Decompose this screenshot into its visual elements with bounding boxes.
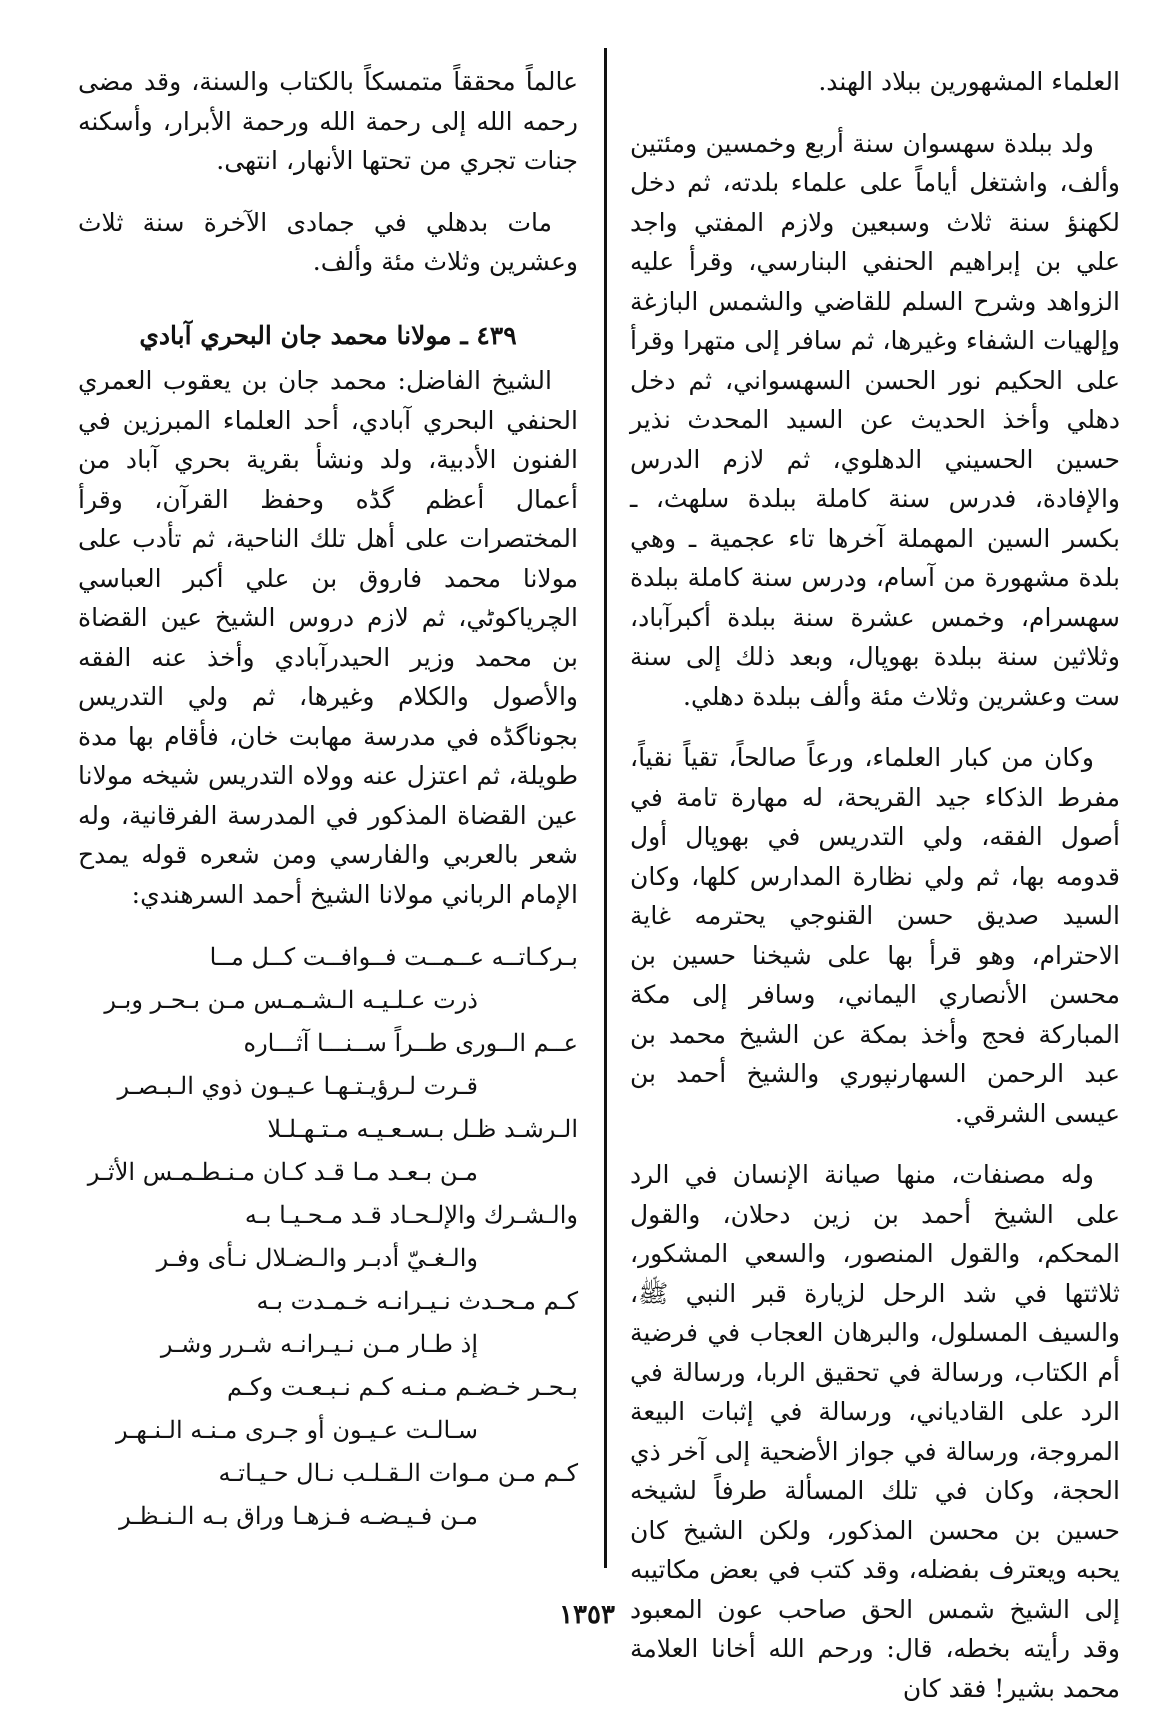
verse-line: الـرشـد ظـل بـسـعـيـه مـتـهـلـلا — [267, 1115, 578, 1143]
verse-line: كـم مـحـدث نـيـرانـه خـمـدت بـه — [256, 1287, 578, 1315]
paragraph-biography: الشيخ الفاضل: محمد جان بن يعقوب العمري الحنفي البحري آبادي، أحد العلماء المبرزين في الفنون الأدبية، ولد ونشأ بقرية بحري آباد من أعمال أعظم گڈه وحفظ القرآن، وقرأ المختصرات على أهل تلك الناحية، ثم تأدب على مولانا محمد فاروق بن علي أكبر العباسي الچرياكوٹي، ثم لازم دروس الشيخ عين القضاة بن محمد وزير الحيدرآبادي وأخذ عنه الفقه والأصول والكلام وغيرها، ثم ولي التدريس بجوناگڈه في مدرسة مهابت خان، فأقام بها مدة طويلة، ثم اعتزل عنه وولاه التدريس شيخه مولانا عين القضاة المذكور في المدرسة الفرقانية، وله شعر بالعربي والفارسي ومن شعره قوله يمدح الإمام الرباني مولانا الشيخ أحمد السرهندي: — [78, 366, 578, 909]
verse-line: مـن فـيـضـه فـزهـا وراق بـه الـنـظـر — [119, 1502, 478, 1530]
verse-line: بـحـر خـضـم مـنـه كـم نـبـعـت وكـم — [227, 1373, 578, 1401]
verse-line: قـرت لـرؤيـتـهـا عـيـون ذوي الـبـصـر — [117, 1072, 478, 1100]
left-column — [78, 62, 578, 1538]
right-column — [630, 62, 1120, 1730]
verse-line: كـم مـن مـوات الـقـلـب نـال حـيـاتـه — [218, 1459, 578, 1487]
verse-line: مـن بـعـد مـا قـد كـان مـنـطـمـس الأثـر — [87, 1158, 478, 1186]
paragraph-continuation: العلماء المشهورين ببلاد الهند. — [818, 67, 1120, 96]
paragraph-death: مات بدهلي في جمادى الآخرة سنة ثلاث وعشرين وثلاث مئة وألف. — [78, 207, 578, 276]
page-number: ١٣٥٣ — [559, 1600, 615, 1630]
entry-heading: ٤٣٩ ـ مولانا محمد جان البحري آبادي — [139, 320, 517, 350]
verse-line: ذرت عـلـيـه الـشـمـس مـن بـحـر وبـر — [104, 986, 478, 1014]
column-divider — [604, 48, 607, 1568]
verse-line: عــم الــورى طــراً ســنـــا آثـــاره — [243, 1029, 578, 1057]
poem — [78, 936, 578, 1538]
paragraph-works: وله مصنفات، منها صيانة الإنسان في الرد على الشيخ أحمد بن زين دحلان، والقول المحكم، والقول المنصور، والسعي المشكور، ثلاثتها في شد الرحل لزيارة قبر النبي ﷺ، والسيف المسلول، والبرهان العجاب في فرضية أم الكتاب، ورسالة في تحقيق الربا، ورسالة في الرد على القادياني، ورسالة في إثبات البيعة المروجة، ورسالة في جواز الأضحية إلى آخر ذي الحجة، وكان في تلك المسألة طرفاً لشيخه حسين بن محسن المذكور، ولكن الشيخ كان يحبه ويعترف بفضله، وقد كتب في بعض مكاتيبه إلى الشيخ شمس الحق صاحب عون المعبود وقد رأيته بخطه، قال: ورحم الله أخانا العلامة محمد بشير! فقد كان — [630, 1160, 1120, 1703]
paragraph-birth-and-studies: ولد ببلدة سهسوان سنة أربع وخمسين ومئتين وألف، واشتغل أياماً على علماء بلدته، ثم دخل لكهنؤ سنة ثلاث وسبعين ولازم المفتي واجد علي بن إبراهيم الحنفي البنارسي، وقرأ عليه الزواهد وشرح السلم للقاضي والشمس البازغة وإلهيات الشفاء وغيرها، ثم سافر إلى متهرا وقرأ على الحكيم نور الحسن السهسواني، ثم دخل دهلي وأخذ الحديث عن السيد المحدث نذير حسين الحسيني الدهلوي، ثم لازم الدرس والإفادة، فدرس سنة كاملة ببلدة سلهث، ـ بكسر السين المهملة آخرها تاء عجمية ـ وهي بلدة مشهورة من آسام، ودرس سنة كاملة ببلدة سهسرام، وخمس عشرة سنة ببلدة أكبرآباد، وثلاثين سنة ببلدة بهوپال، وبعد ذلك إلى سنة ست وعشرين وثلاث مئة وألف ببلدة دهلي. — [630, 128, 1120, 711]
paragraph-quote-end: عالماً محققاً متمسكاً بالكتاب والسنة، وقد مضى رحمه الله إلى رحمة الله ورحمة الأبرار، وأسكنه جنات تجري من تحتها الأنهار، انتهى. — [78, 67, 578, 175]
verse-line: إذ طـار مـن نـيـرانـه شـرر وشـر — [160, 1330, 478, 1358]
verse-line: والـغـيّ أدبـر والـضـلال نـأى وفـر — [156, 1244, 478, 1272]
verse-line: بـركـاتــه عــمــت فــوافــت كــل مــا — [209, 943, 578, 971]
verse-line: سـالـت عـيـون أو جـرى مـنـه الـنـهـر — [116, 1416, 478, 1444]
paragraph-character: وكان من كبار العلماء، ورعاً صالحاً، تقياً نقياً، مفرط الذكاء جيد القريحة، له مهارة تامة في أصول الفقه، ولي التدريس في بهوپال أول قدومه بها، ثم ولي نظارة المدارس كلها، وكان السيد صديق حسن القنوجي يحترمه غاية الاحترام، وهو قرأ بها على شيخنا حسين بن محسن الأنصاري اليماني، وسافر إلى مكة المباركة فحج وأخذ بمكة عن الشيخ محمد بن عبد الرحمن السهارنپوري والشيخ أحمد بن عيسى الشرقي. — [630, 743, 1120, 1128]
verse-line: والـشـرك والإلـحـاد قـد مـحـيـا بـه — [244, 1201, 578, 1229]
